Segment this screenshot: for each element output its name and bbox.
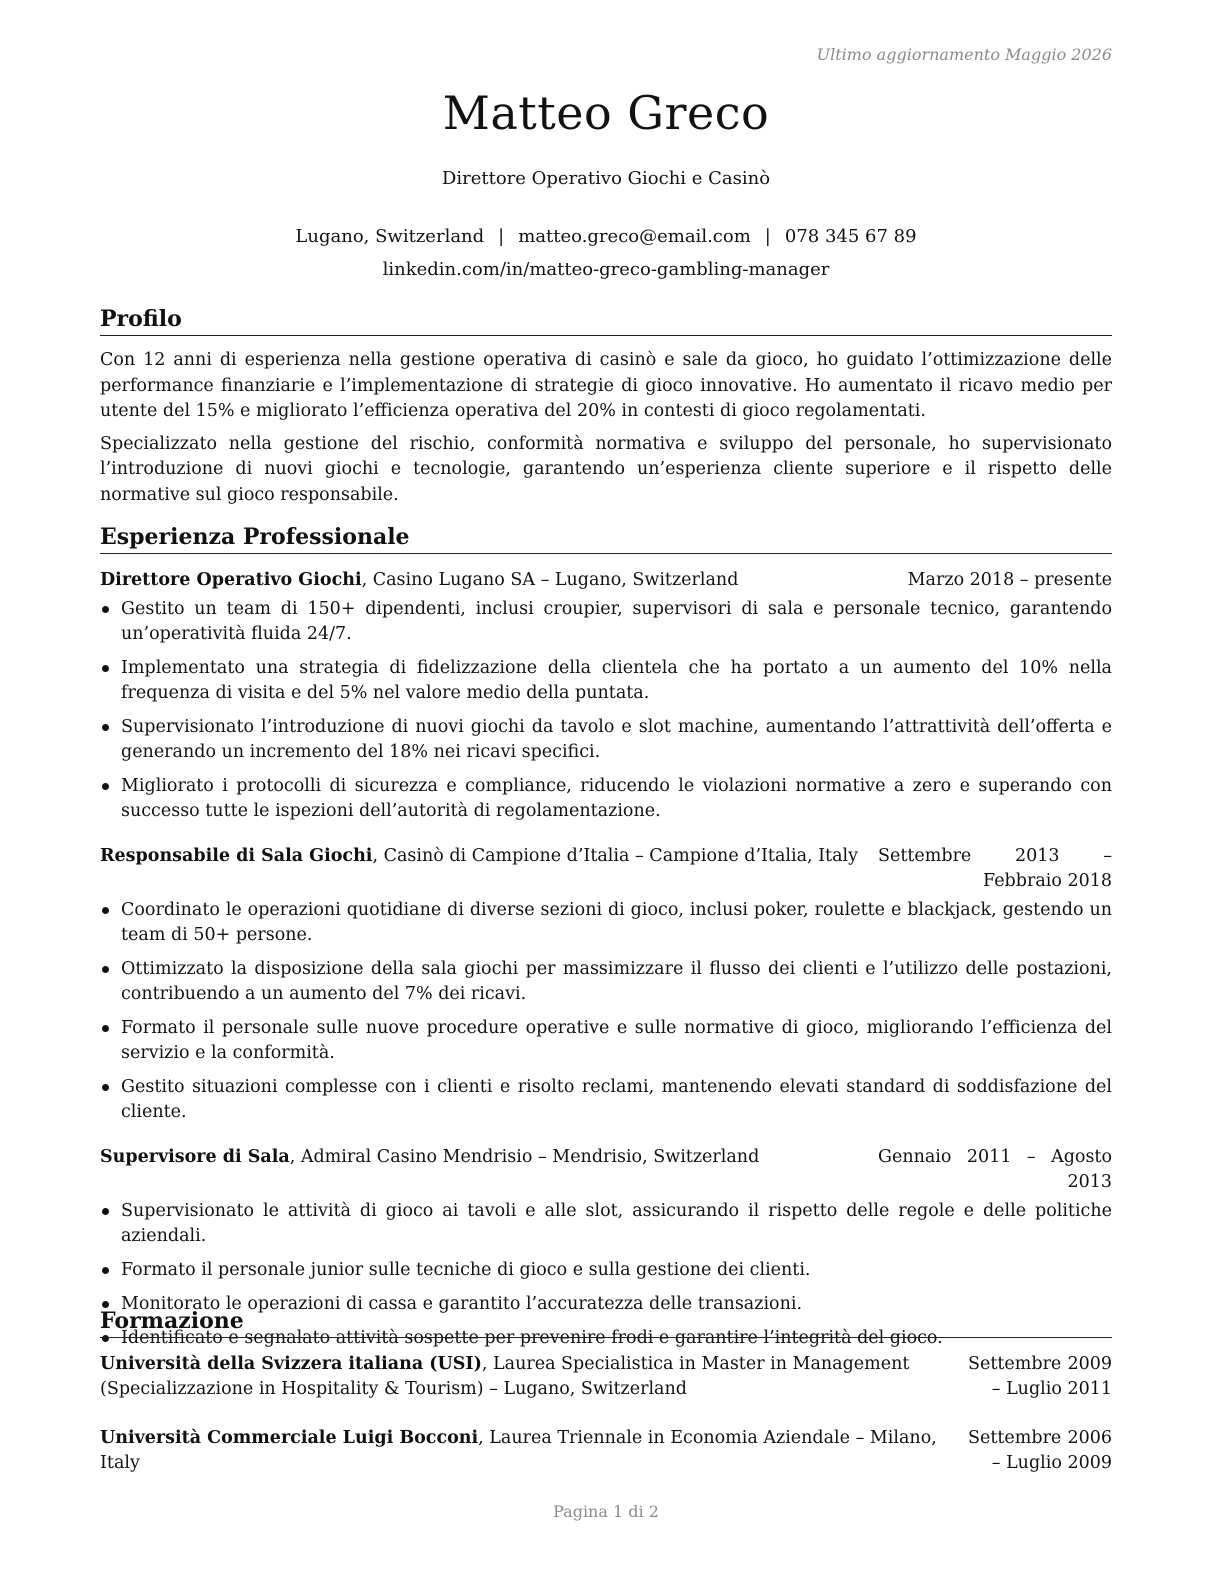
resume-page: [100, 0, 1112, 1584]
bullet-icon: [102, 606, 109, 613]
education-section: [100, 1307, 1112, 1476]
education-dates: Settembre 2006 – Luglio 2009: [968, 1428, 1112, 1473]
job-dates: Settembre 2013 – Febbraio 2018: [878, 846, 1112, 891]
job-role: Responsabile di Sala Giochi: [100, 846, 373, 866]
bullet-icon: [102, 907, 109, 914]
contact-linkedin[interactable]: linkedin.com/in/matteo-greco-gambling-manager: [382, 259, 830, 280]
education-dates: Settembre 2009 – Luglio 2011: [968, 1354, 1112, 1399]
job-role-company: [100, 844, 878, 869]
job-entry: [100, 844, 1112, 1125]
education-school: Università Commerciale Luigi Bocconi: [100, 1428, 479, 1448]
education-degree: , Laurea Triennale in Economia Aziendale – Milano, Italy: [100, 1428, 937, 1473]
list-item: Formato il personale junior sulle tecniche di gioco e sulla gestione dei clienti.: [100, 1258, 1112, 1283]
bullet-icon: [102, 1025, 109, 1032]
job-header: [100, 1145, 1112, 1195]
job-entry: [100, 568, 1112, 824]
bullet-icon: [102, 1267, 109, 1274]
list-item: Gestito un team di 150+ dipendenti, inclusi croupier, supervisori di sala e personale tecnico, garantendo un’operatività fluida 24/7.: [100, 597, 1112, 647]
list-item: Monitorato le operazioni di cassa e garantito l’accuratezza delle transazioni.: [100, 1292, 1112, 1317]
list-item: Identificato e segnalato attività sospette per prevenire frodi e garantire l’integrità del gioco.: [100, 1326, 1112, 1351]
job-company: , Casinò di Campione d’Italia – Campione d’Italia, Italy: [372, 846, 859, 866]
profile-paragraph: Specializzato nella gestione del rischio, conformità normativa e sviluppo del personale, ho supervisionato l’introduzione di nuovi giochi e tecnologie, garantendo un’esperienza cliente superiore e il rispetto delle normative sul gioco responsabile.: [100, 433, 1112, 505]
education-degree: , Laurea Specialistica in Master in Management (Specializzazione in Hospitality & Tourism) – Lugano, Switzerland: [100, 1354, 910, 1399]
section-heading: Formazione: [100, 1307, 1112, 1338]
list-item: Coordinato le operazioni quotidiane di diverse sezioni di gioco, inclusi poker, roulette e blackjack, gestendo un team di 50+ persone.: [100, 898, 1112, 948]
job-company: , Admiral Casino Mendrisio – Mendrisio, Switzerland: [289, 1147, 760, 1167]
section-heading: Profilo: [100, 305, 1112, 336]
job-bullets: [100, 597, 1112, 824]
list-item: Ottimizzato la disposizione della sala giochi per massimizzare il flusso dei clienti e l’utilizzo delle postazioni, contribuendo a un aumento del 7% dei ricavi.: [100, 957, 1112, 1007]
page-number: Pagina 1 di 2: [553, 1502, 659, 1521]
list-item: Gestito situazioni complesse con i clienti e risolto reclami, mantenendo elevati standard di soddisfazione del cliente.: [100, 1075, 1112, 1125]
education-school: Università della Svizzera italiana (USI): [100, 1354, 482, 1374]
experience-section: [100, 523, 1112, 1360]
contact-line: [100, 220, 1112, 253]
job-dates: Marzo 2018 – presente: [907, 570, 1112, 590]
job-bullets: [100, 898, 1112, 1125]
list-item: Supervisionato l’introduzione di nuovi giochi da tavolo e slot machine, aumentando l’attrattività dell’offerta e generando un incremento del 18% nei ricavi specifici.: [100, 715, 1112, 765]
job-role-company: [100, 1145, 878, 1170]
education-entry: [100, 1426, 1112, 1476]
list-item: Migliorato i protocolli di sicurezza e compliance, riducendo le violazioni normative a zero e superando con successo tutte le ispezioni dell’autorità di regolamentazione.: [100, 774, 1112, 824]
contact-phone[interactable]: 078 345 67 89: [784, 226, 917, 247]
profile-paragraph: Con 12 anni di esperienza nella gestione operativa di casinò e sale da gioco, ho guidato l’ottimizzazione delle performance finanziarie e l’implementazione di strategie di gioco innovative. Ho aumentato il ricavo medio per utente del 15% e migliorato l’efficienza operativa del 20% in contesti di gioco regolamentati.: [100, 350, 1112, 421]
job-company: , Casino Lugano SA – Lugano, Switzerland: [361, 570, 739, 590]
candidate-name: Matteo Greco: [442, 86, 770, 140]
job-header: [100, 568, 1112, 593]
bullet-icon: [102, 966, 109, 973]
list-item: Supervisionato le attività di gioco ai tavoli e alle slot, assicurando il rispetto delle regole e delle politiche aziendali.: [100, 1199, 1112, 1249]
education-entry: [100, 1352, 1112, 1402]
bullet-icon: [102, 665, 109, 672]
job-dates: Gennaio 2011 – Agosto 2013: [878, 1147, 1112, 1192]
bullet-icon: [102, 1084, 109, 1091]
section-heading: Esperienza Professionale: [100, 523, 1112, 554]
job-role: Direttore Operativo Giochi: [100, 570, 362, 590]
list-item: Formato il personale sulle nuove procedure operative e sulle normative di gioco, migliorando l’efficienza del servizio e la conformità.: [100, 1016, 1112, 1066]
job-title: Direttore Operativo Giochi e Casinò: [441, 168, 771, 189]
bullet-icon: [102, 1208, 109, 1215]
last-updated: Ultimo aggiornamento Maggio 2026: [816, 45, 1112, 64]
education-school-degree: [100, 1426, 968, 1476]
list-item: Implementato una strategia di fidelizzazione della clientela che ha portato a un aumento del 10% nella frequenza di visita e del 5% nel valore medio della puntata.: [100, 656, 1112, 706]
job-role: Supervisore di Sala: [100, 1147, 290, 1167]
bullet-icon: [102, 724, 109, 731]
job-role-company: [100, 568, 908, 593]
contact-separator: |: [764, 226, 771, 247]
contact-email[interactable]: matteo.greco@email.com: [518, 226, 751, 247]
contact-separator: |: [498, 226, 505, 247]
job-header: [100, 844, 1112, 894]
education-school-degree: [100, 1352, 968, 1402]
bullet-icon: [102, 783, 109, 790]
contact-info: [100, 220, 1112, 286]
profile-section: [100, 305, 1112, 508]
contact-location: Lugano, Switzerland: [295, 226, 485, 247]
